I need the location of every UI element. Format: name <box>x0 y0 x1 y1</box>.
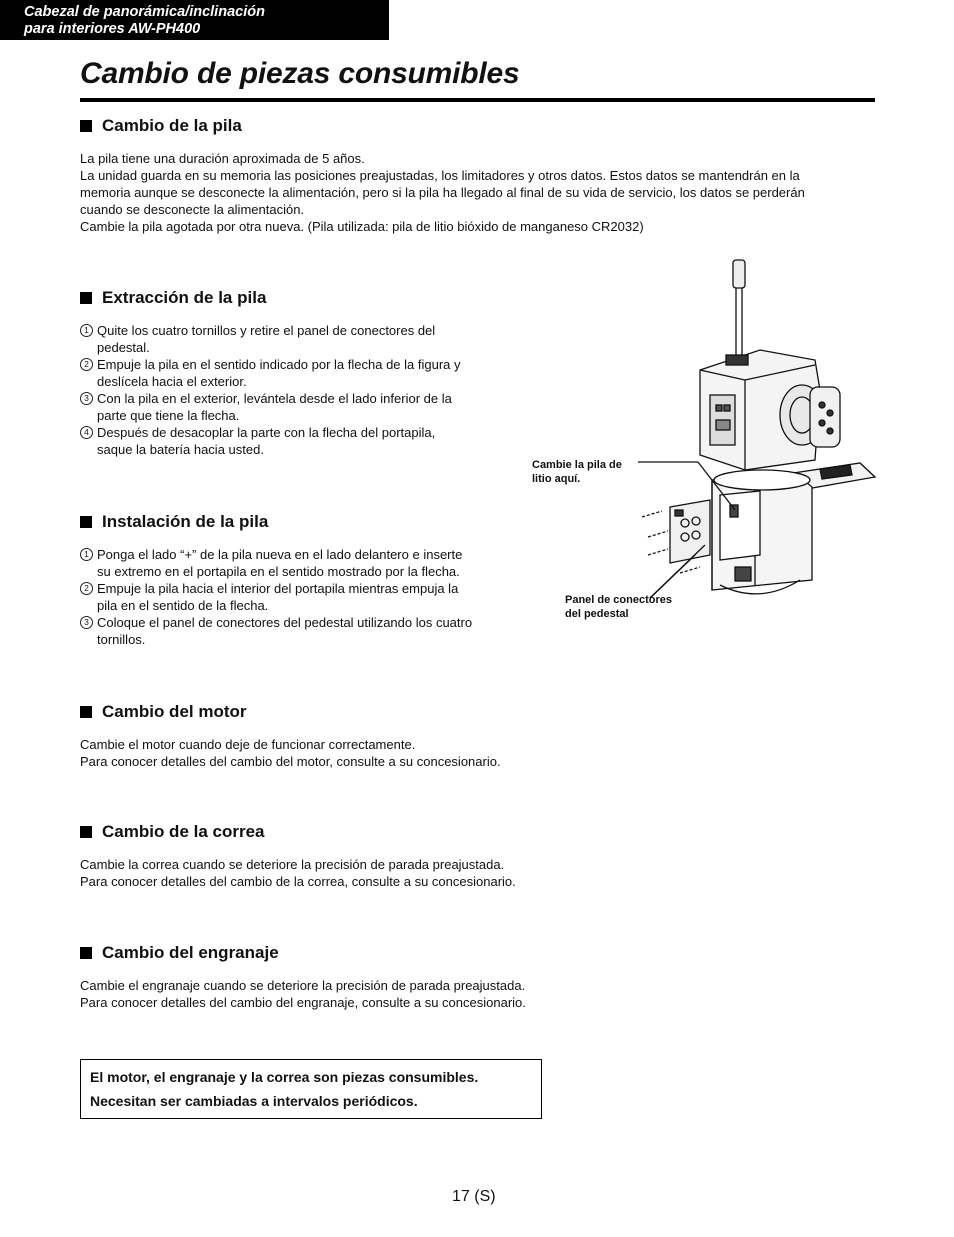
gear-paragraph <box>80 977 526 1011</box>
step-line: Empuje la pila en el sentido indicado por la flecha de la figura y <box>97 357 461 372</box>
section-heading-text: Instalación de la pila <box>102 512 269 531</box>
paragraph-line: Para conocer detalles del cambio del engranaje, consulte a su concesionario. <box>80 995 526 1010</box>
step-line: pila en el sentido de la flecha. <box>97 598 269 613</box>
page-title: Cambio de piezas consumibles <box>80 57 520 90</box>
step-line: Con la pila en el exterior, levántela desde el lado inferior de la <box>97 391 452 406</box>
label-line: Cambie la pila de <box>532 459 622 471</box>
paragraph-line: Cambie el engranaje cuando se deteriore la precisión de parada preajustada. <box>80 978 526 993</box>
note-line-1: El motor, el engranaje y la correa son piezas consumibles. <box>90 1069 479 1085</box>
figure-label-panel <box>565 593 672 621</box>
belt-paragraph <box>80 856 516 890</box>
step-line: Empuje la pila hacia el interior del portapila mientras empuja la <box>97 581 459 596</box>
step-line: Quite los cuatro tornillos y retire el panel de conectores del <box>97 323 436 338</box>
square-bullet-icon <box>80 706 92 718</box>
paragraph-line: Cambie la pila agotada por otra nueva. (Pila utilizada: pila de litio bióxido de manganeso CR2032) <box>80 219 644 234</box>
camera-pedestal-figure <box>530 255 880 630</box>
section-heading-gear <box>80 943 279 963</box>
step-number: 3 <box>80 616 93 629</box>
section-heading-battery <box>80 116 242 136</box>
header-line-1: Cabezal de panorámica/inclinación <box>24 4 265 20</box>
paragraph-line: Para conocer detalles del cambio del motor, consulte a su concesionario. <box>80 754 501 769</box>
step-number: 2 <box>80 582 93 595</box>
list-item <box>80 546 472 580</box>
motor-paragraph <box>80 736 501 770</box>
label-line: litio aquí. <box>532 473 581 485</box>
note-line-2: Necesitan ser cambiadas a intervalos periódicos. <box>90 1093 418 1109</box>
label-line: Panel de conectores <box>565 594 672 606</box>
section-heading-text: Cambio del motor <box>102 702 247 721</box>
paragraph-line: La unidad guarda en su memoria las posiciones preajustadas, los limitadores y otros datos. Estos datos se mantendrán en la <box>80 168 800 183</box>
step-line: Después de desacoplar la parte con la flecha del portapila, <box>97 425 436 440</box>
camera-illustration <box>530 255 880 630</box>
section-heading-text: Cambio de la correa <box>102 822 265 841</box>
step-number: 2 <box>80 358 93 371</box>
step-line: pedestal. <box>97 340 150 355</box>
list-item <box>80 322 461 356</box>
list-item <box>80 580 472 614</box>
step-line: Coloque el panel de conectores del pedestal utilizando los cuatro <box>97 615 473 630</box>
removal-steps <box>80 322 461 458</box>
section-heading-belt <box>80 822 265 842</box>
step-line: Ponga el lado “+” de la pila nueva en el lado delantero e inserte <box>97 547 463 562</box>
page-number: 17 (S) <box>452 1188 496 1205</box>
square-bullet-icon <box>80 120 92 132</box>
section-heading-install <box>80 512 268 532</box>
step-number: 4 <box>80 426 93 439</box>
header-line-2: para interiores AW-PH400 <box>24 21 201 37</box>
section-heading-motor <box>80 702 247 722</box>
step-line: saque la batería hacia usted. <box>97 442 264 457</box>
list-item <box>80 390 461 424</box>
label-line: del pedestal <box>565 608 629 620</box>
step-line: deslícela hacia el exterior. <box>97 374 247 389</box>
list-item <box>80 614 472 648</box>
note-box <box>80 1059 542 1119</box>
section-heading-removal <box>80 288 266 308</box>
paragraph-line: Cambie el motor cuando deje de funcionar correctamente. <box>80 737 416 752</box>
section-heading-text: Cambio del engranaje <box>102 943 279 962</box>
section-heading-text: Cambio de la pila <box>102 116 242 135</box>
paragraph-line: memoria aunque se desconecte la alimentación, pero si la pila ha llegado al final de su vida de servicio, los datos se perderán <box>80 185 805 200</box>
square-bullet-icon <box>80 516 92 528</box>
step-line: tornillos. <box>97 632 146 647</box>
paragraph-line: La pila tiene una duración aproximada de 5 años. <box>80 151 365 166</box>
install-steps <box>80 546 472 648</box>
step-line: su extremo en el portapila en el sentido mostrado por la flecha. <box>97 564 460 579</box>
step-number: 3 <box>80 392 93 405</box>
list-item <box>80 356 461 390</box>
square-bullet-icon <box>80 826 92 838</box>
title-rule <box>80 98 875 102</box>
section-heading-text: Extracción de la pila <box>102 288 267 307</box>
battery-paragraph <box>80 150 805 235</box>
step-number: 1 <box>80 324 93 337</box>
step-number: 1 <box>80 548 93 561</box>
step-line: parte que tiene la flecha. <box>97 408 240 423</box>
square-bullet-icon <box>80 292 92 304</box>
header-band <box>0 0 389 40</box>
list-item <box>80 424 461 458</box>
paragraph-line: cuando se desconecte la alimentación. <box>80 202 305 217</box>
paragraph-line: Para conocer detalles del cambio de la correa, consulte a su concesionario. <box>80 874 516 889</box>
square-bullet-icon <box>80 947 92 959</box>
figure-label-battery <box>532 458 622 486</box>
paragraph-line: Cambie la correa cuando se deteriore la precisión de parada preajustada. <box>80 857 505 872</box>
